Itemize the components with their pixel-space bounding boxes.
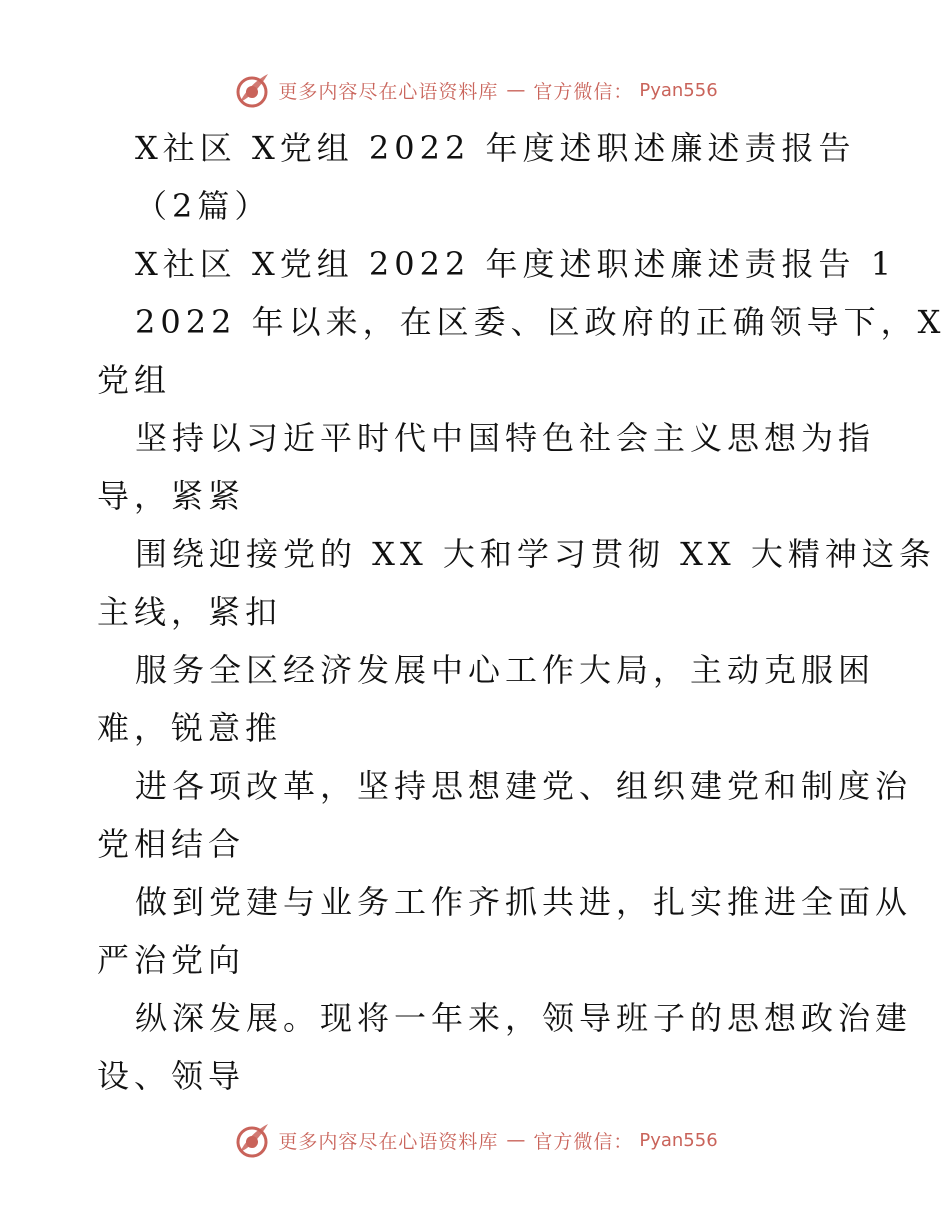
watermark-site-text: 更多内容尽在心语资料库 — [278, 1130, 499, 1153]
paragraph-line: 服务全区经济发展中心工作大局，主动克服困 — [135, 651, 876, 689]
watermark-banner-top — [0, 68, 950, 112]
paragraph-line: 党相结合 — [97, 825, 246, 863]
watermark-site-text: 更多内容尽在心语资料库 — [278, 80, 499, 103]
paragraph-line: 2022 年以来，在区委、区政府的正确领导下，X — [135, 303, 946, 341]
watermark-wechat-id: Pyan556 — [639, 79, 718, 101]
paragraph-line: 围绕迎接党的 XX 大和学习贯彻 XX 大精神这条 — [135, 535, 936, 573]
document-title: X社区 X党组 2022 年度述职述廉述责报告 — [135, 129, 856, 167]
paragraph-line: 严治党向 — [97, 941, 246, 979]
watermark-wechat-label: 官方微信： — [533, 1130, 634, 1153]
quill-logo-icon — [232, 1120, 272, 1160]
paragraph-line: 导，紧紧 — [97, 477, 246, 515]
watermark-wechat-id: Pyan556 — [639, 1129, 718, 1151]
watermark-wechat-label: 官方微信： — [533, 80, 634, 103]
paragraph-line: 设、领导 — [97, 1057, 246, 1095]
section-heading: X社区 X党组 2022 年度述职述廉述责报告 1 — [135, 245, 897, 283]
quill-logo-icon — [232, 70, 272, 110]
document-title-count: （2篇） — [135, 187, 272, 225]
paragraph-line: 难，锐意推 — [97, 709, 283, 747]
watermark-banner-bottom — [0, 1118, 950, 1162]
paragraph-line: 坚持以习近平时代中国特色社会主义思想为指 — [135, 419, 876, 457]
paragraph-line: 纵深发展。现将一年来，领导班子的思想政治建 — [135, 999, 913, 1037]
watermark-dash: — — [506, 79, 526, 101]
paragraph-line: 主线，紧扣 — [97, 593, 283, 631]
paragraph-line: 做到党建与业务工作齐抓共进，扎实推进全面从 — [135, 883, 913, 921]
paragraph-line: 党组 — [97, 361, 172, 399]
watermark-dash: — — [506, 1129, 526, 1151]
paragraph-line: 进各项改革，坚持思想建党、组织建党和制度治 — [135, 767, 913, 805]
